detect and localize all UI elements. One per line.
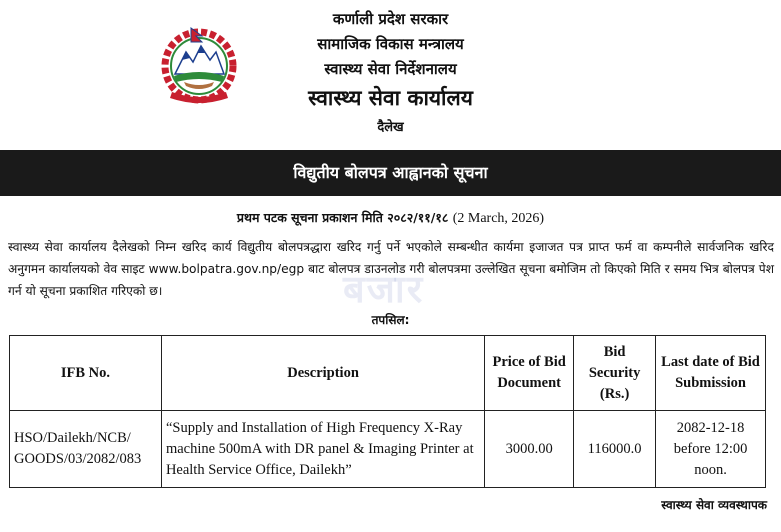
header-ifb: IFB No. (10, 336, 162, 411)
table-row (10, 411, 766, 488)
cell-description: “Supply and Installation of High Frequency X-Ray machine 500mA with DR panel & Imaging Printer at Health Service Office, Dailekh” (161, 411, 484, 488)
header-deadline: Last date of Bid Submission (656, 336, 766, 411)
ministry-name: सामाजिक विकास मन्त्रालय (317, 35, 464, 53)
directorate-name: स्वास्थ्य सेवा निर्देशनालय (324, 60, 457, 78)
publication-date-label: प्रथम पटक सूचना प्रकाशन मिति २०८२/११/१८ (236, 210, 449, 225)
publication-date-english: (2 March, 2026) (452, 211, 545, 226)
header-security: Bid Security (Rs.) (574, 336, 656, 411)
publication-date (0, 209, 781, 227)
government-name: कर्णाली प्रदेश सरकार (332, 10, 449, 28)
office-location: दैलेख (377, 120, 404, 135)
details-label: तपसिल: (371, 313, 410, 327)
notice-title: विद्युतीय बोलपत्र आह्वानको सूचना (293, 163, 488, 182)
cell-ifb: HSO/Dailekh/NCB/ GOODS/03/2082/083 (10, 411, 162, 488)
table-header-row (10, 336, 766, 411)
office-name: स्वास्थ्य सेवा कार्यालय (308, 86, 473, 110)
watermark-text: बजार (343, 267, 425, 311)
notice-body-text: स्वास्थ्य सेवा कार्यालय दैलेखको निम्न खरिद कार्य विद्युतीय बोलपत्रद्धारा खरिद गर्नु पर्ने भएकोले सम्बन्धीत कार्यमा इजाजत पत्र प्राप्त फर्म वा कम्पनीले सार्वजनिक खरिद अनुगमन कार्यालयको वेव साइट www.bolpatra.gov.np/egp बाट बोलपत्र डाउनलोड गरी बोलपत्रमा उल्लेखित सूचना बमोजिम तो किएको मिति र समय भित्र बोलपत्र पेश गर्न यो सूचना प्रकाशित गरिएको छ। (8, 240, 774, 298)
cell-deadline: 2082-12-18 before 12:00 noon. (656, 411, 766, 488)
notice-header (0, 0, 781, 145)
notice-title-banner (0, 150, 781, 196)
cell-price: 3000.00 (485, 411, 574, 488)
signature-title: स्वास्थ्य सेवा व्यवस्थापक (661, 498, 767, 512)
cell-security: 116000.0 (574, 411, 656, 488)
header-description: Description (161, 336, 484, 411)
header-price: Price of Bid Document (485, 336, 574, 411)
bid-details-table (9, 335, 766, 488)
